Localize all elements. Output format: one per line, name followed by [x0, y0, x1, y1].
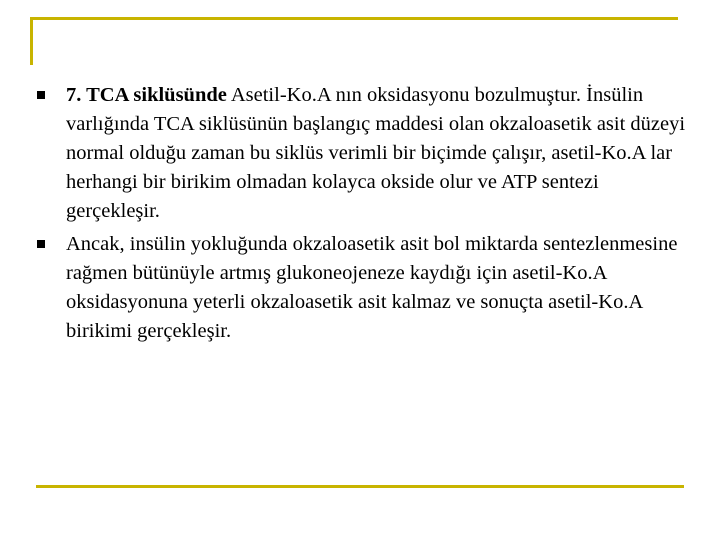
slide-content	[36, 81, 696, 350]
square-bullet-icon	[37, 240, 45, 248]
bullet-item-1	[36, 81, 696, 226]
bullet-lead-text: 7. TCA siklüsünde	[66, 84, 227, 106]
square-bullet-icon	[37, 91, 45, 99]
bullet-body-text: Asetil-Ko.A nın oksidasyonu bozulmuştur. İnsülin varlığında TCA siklüsünün başlangıç maddesi olan okzaloasetik asit düzeyi normal olduğu zaman bu siklüs verimli bir biçimde çalışır, asetil-Ko.A lar herhangi bir birikim olmadan kolayca okside olur ve ATP sentezi gerçekleşir.	[66, 84, 686, 222]
frame-top-border	[30, 17, 678, 20]
bullet-body-text: Ancak, insülin yokluğunda okzaloasetik asit bol miktarda sentezlenmesine rağmen bütünüyle artmış glukoneojeneze kaydığı için asetil-Ko.A oksidasyonuna yeterli okzaloasetik asit kalmaz ve sonuçta asetil-Ko.A birikimi gerçekleşir.	[66, 233, 678, 342]
frame-bottom-border	[36, 485, 684, 488]
bullet-item-2	[36, 230, 696, 346]
frame-left-border	[30, 17, 33, 65]
